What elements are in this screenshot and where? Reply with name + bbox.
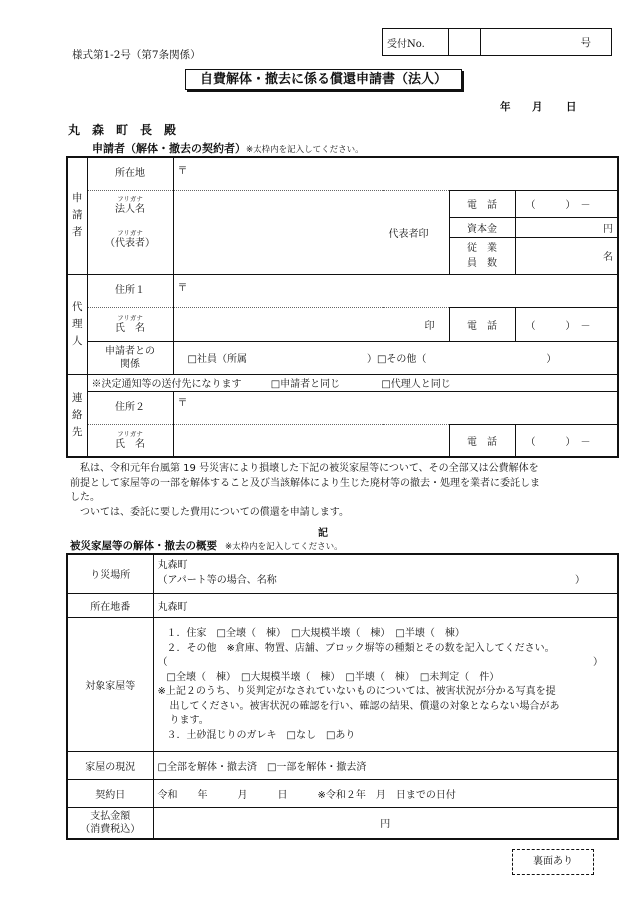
same-as-agent-checkbox[interactable]: □代理人と同じ	[381, 379, 451, 390]
date-year: 年	[500, 101, 511, 113]
relation-label-2: 関係	[120, 358, 140, 370]
postal-mark: 〒	[177, 282, 188, 294]
target-item-2-close: ）	[593, 657, 603, 668]
contact-note: ※決定通知等の送付先になります	[91, 379, 242, 390]
target-item-1: １．住家 □全壊（ 棟） □大規模半壊（ 棟） □半壊（ 棟）	[166, 628, 465, 639]
agent-section-label: 代理人	[67, 274, 87, 374]
capital-label: 資本金	[449, 217, 515, 237]
contact-name-label: 氏 名	[115, 438, 145, 450]
receipt-suffix: 号	[481, 29, 612, 56]
target-item-3: ３．土砂混じりのガレキ □なし □あり	[166, 729, 356, 741]
furigana-label: フリガナ	[117, 194, 143, 203]
applicant-section-label: 申請者	[67, 157, 87, 274]
statement-line: ついては、委託に要した費用についての償還を申請します。	[70, 506, 349, 518]
applicant-phone-label: 電 話	[449, 190, 515, 217]
postal-mark: 〒	[177, 166, 188, 177]
agent-address-field[interactable]	[173, 274, 618, 307]
damage-heading: 被災家屋等の解体・撤去の概要	[70, 540, 217, 552]
document-title: 自費解体・撤去に係る償還申請書（法人）	[185, 69, 462, 90]
payment-label-cell	[67, 807, 153, 839]
rep-seal-label: 代表者印	[388, 228, 429, 240]
disaster-site-apartment: （アパート等の場合、名称	[157, 574, 277, 586]
contact-name-label-cell	[87, 424, 173, 457]
applicant-table	[66, 156, 619, 458]
target-item-2: ２．その他 ※倉庫、物置、店舗、ブロック塀等の種類とその数を記入してください。	[166, 642, 555, 654]
furigana-label: フリガナ	[117, 313, 143, 322]
employees-label-2: 員 数	[467, 257, 497, 269]
disaster-site-field[interactable]	[153, 554, 618, 593]
statement-line: 私は、令和元年台風第 19 号災害により損壊した下記の被災家屋等について、その全部又は公費解体を	[70, 463, 539, 474]
statement	[70, 462, 620, 520]
relation-options	[173, 341, 618, 374]
agent-name-label: 氏 名	[115, 322, 145, 334]
target-note-1: ※上記２のうち、り災判定がなされていないものについては、被害状況が分かる写真を提	[157, 686, 556, 697]
furigana-label: フリガナ	[117, 228, 143, 237]
agent-name-field[interactable]	[173, 307, 449, 341]
target-note-2: 出してください。被害状況の確認を行い、確認の結果、償還の対象とならない場合があ	[169, 700, 560, 712]
relation-label-1: 申請者との	[105, 345, 155, 357]
contract-date-label: 契約日	[67, 779, 153, 807]
target-building-label: 対象家屋等	[67, 617, 153, 751]
contact-phone-field[interactable]: （ ） －	[515, 424, 618, 457]
damage-thick-frame-note: ※太枠内を記入してください。	[225, 542, 343, 552]
disaster-site-close: ）	[575, 574, 585, 586]
date-day: 日	[566, 101, 577, 113]
ki-mark: 記	[318, 528, 328, 539]
payment-label-1: 支払金額	[90, 810, 131, 822]
lot-number-field[interactable]: 丸森町	[153, 593, 618, 617]
target-note-3: ります。	[169, 715, 209, 726]
disaster-site-town: 丸森町	[157, 560, 188, 572]
receipt-number-field[interactable]	[449, 29, 481, 56]
addressee: 丸 森 町 長 殿	[68, 123, 177, 137]
house-status-label: 家屋の現況	[67, 751, 153, 779]
statement-line: した。	[70, 492, 100, 503]
agent-seal-label: 印	[424, 320, 435, 332]
agent-phone-label: 電 話	[449, 307, 515, 341]
target-item-2-checks: □全壊（ 棟） □大規模半壊（ 棟） □半壊（ 棟） □未判定（ 件）	[166, 671, 500, 683]
applicant-thick-frame-note: ※太枠内を記入してください。	[246, 145, 364, 155]
form-number: 様式第1-2号（第7条関係）	[72, 49, 201, 61]
contact-name-field[interactable]	[173, 424, 449, 457]
applicant-address-label: 所在地	[87, 157, 173, 190]
agent-phone-field[interactable]: （ ） －	[515, 307, 618, 341]
contact-address-label: 住所２	[87, 391, 173, 424]
agent-address-label: 住所１	[87, 274, 173, 307]
contract-date-field[interactable]: 令和 年 月 日 ※令和２年 月 日までの日付	[153, 779, 618, 807]
back-page-note: 裏面あり	[512, 849, 594, 875]
furigana-label: フリガナ	[117, 429, 143, 438]
contact-address-field[interactable]	[173, 391, 618, 424]
rep-label: （代表者）	[105, 237, 155, 249]
applicant-heading: 申請者（解体・撤去の契約者）	[92, 142, 246, 155]
capital-field[interactable]: 円	[515, 217, 618, 237]
payment-amount-field[interactable]: 円	[153, 807, 618, 839]
applicant-phone-field[interactable]: （ ） －	[515, 190, 618, 217]
receipt-label: 受付No.	[383, 29, 449, 56]
same-as-applicant-checkbox[interactable]: □申請者と同じ	[270, 379, 341, 390]
relation-employee-checkbox[interactable]: □社員（所属 ）	[187, 354, 377, 365]
lot-number-label: 所在地番	[67, 593, 153, 617]
applicant-address-field[interactable]	[173, 157, 618, 190]
target-building-field[interactable]	[153, 617, 618, 751]
target-item-2-open: （	[157, 657, 168, 668]
corp-name-label-cell	[87, 190, 173, 274]
corp-name-field[interactable]	[173, 190, 449, 274]
receipt-box	[382, 28, 612, 56]
house-status-options[interactable]: □全部を解体・撤去済 □一部を解体・撤去済	[153, 751, 618, 779]
disaster-site-label: り災場所	[67, 554, 153, 593]
statement-line: 前提として家屋等の一部を解体すること及び当該解体により生じた廃材等の撤去・処理を業者に委託しま	[70, 477, 540, 489]
contact-phone-label: 電 話	[449, 424, 515, 457]
date-month: 月	[532, 101, 543, 113]
employees-label-cell	[449, 237, 515, 274]
corp-name-label: 法人名	[115, 203, 145, 215]
payment-label-2: （消費税込）	[80, 823, 141, 835]
relation-label-cell	[87, 341, 173, 374]
employees-label-1: 従 業	[467, 242, 497, 254]
agent-name-label-cell	[87, 307, 173, 341]
damage-table	[66, 553, 619, 840]
contact-note-row	[87, 374, 618, 391]
relation-other-checkbox[interactable]: □その他（ ）	[376, 354, 557, 365]
employees-field[interactable]: 名	[515, 237, 618, 274]
postal-mark: 〒	[177, 397, 188, 409]
contact-section-label: 連絡先	[67, 374, 87, 457]
